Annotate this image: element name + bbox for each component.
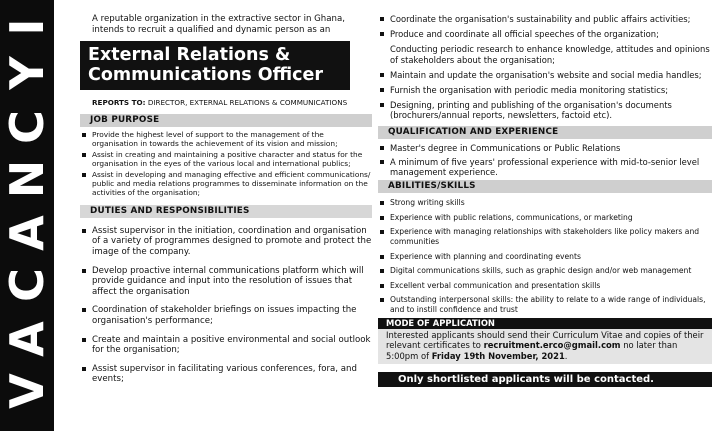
list-item: Conducting periodic research to enhance knowledge, attitudes and opinions of stakeholders about the organisation; (390, 44, 710, 65)
job-title-line1: External Relations & (88, 45, 291, 65)
list-item: A minimum of five years' professional experience with mid-to-senior level management experience. (378, 157, 712, 177)
list-item: Maintain and update the organisation's website and social media handles; (378, 70, 712, 80)
sidebar-letter: C (0, 268, 54, 302)
job-purpose-list (80, 130, 372, 198)
list-item: Master's degree in Communications or Public Relations (378, 143, 712, 153)
list-item: Experience with public relations, communications, or marketing (378, 213, 712, 223)
intro-text: A reputable organization in the extractive sector in Ghana, intends to recruit a qualified and dynamic person as an (92, 14, 345, 35)
skills-heading: ABILITIES/SKILLS (378, 180, 712, 193)
list-item: Assist in developing and managing effective and efficient communications/ public and media relations programmes to disseminate information on the activities of the organisation; (80, 170, 372, 198)
list-item: Produce and coordinate all official speeches of the organization; (378, 29, 712, 39)
list-item: Outstanding interpersonal skills: the ability to relate to a wide range of individuals, and to instill confidence and trust (378, 295, 712, 314)
qualification-list (378, 143, 712, 178)
job-title-line2: Communications Officer (88, 65, 324, 85)
list-item: Digital communications skills, such as graphic design and/or web management (378, 266, 712, 276)
sidebar-letter: V (0, 373, 54, 409)
list-item: Excellent verbal communication and presentation skills (378, 281, 712, 291)
right-column (378, 14, 712, 387)
duties-list (80, 226, 372, 385)
sidebar-letter: A (0, 215, 54, 251)
reports-to-value: DIRECTOR, EXTERNAL RELATIONS & COMMUNICATIONS (147, 98, 348, 107)
shortlist-note: Only shortlisted applicants will be contacted. (378, 372, 712, 387)
list-item: Experience with managing relationships with stakeholders like policy makers and communities (378, 227, 712, 246)
reports-to (92, 98, 372, 107)
list-item: Coordination of stakeholder briefings on issues impacting the organisation's performance; (80, 305, 372, 326)
application-heading: MODE OF APPLICATION (378, 318, 712, 329)
application-deadline: Friday 19th November, 2021 (431, 350, 565, 361)
list-item: Furnish the organisation with periodic media monitoring statistics; (378, 85, 712, 95)
application-email: recruitment.erco@gmail.com (483, 340, 621, 351)
reports-to-label: REPORTS TO: (92, 98, 146, 107)
skills-list (378, 198, 712, 314)
application-text (378, 329, 712, 365)
sidebar-letter: I (0, 18, 54, 36)
duties-heading: DUTIES AND RESPONSIBILITIES (80, 205, 372, 218)
application-text-2: no later than 5:00pm of (386, 340, 678, 361)
job-title (80, 41, 350, 90)
list-item: Designing, printing and publishing of the organisation's documents (brochurers/annual reports, newsletters, factoid etc). (378, 100, 712, 120)
list-item: Coordinate the organisation's sustainability and public affairs activities; (378, 14, 712, 24)
left-column (80, 14, 372, 385)
application-text-3: . (564, 350, 568, 361)
list-item: Experience with planning and coordinating events (378, 252, 712, 262)
duties-continued-list (378, 14, 712, 39)
list-item: Assist in creating and maintaining a positive character and status for the organisation in the eyes of the various local and international publics; (80, 150, 372, 169)
application-text-1: Interested applicants should send their Curriculum Vitae and copies of their relevant certificates to (386, 329, 704, 351)
job-purpose-heading: JOB PURPOSE (80, 114, 372, 127)
duties-continued-list-2 (378, 70, 712, 121)
list-item: Assist supervisor in the initiation, coordination and organisation of a variety of programmes designed to promote and protect the image of the company. (80, 226, 372, 258)
list-item: Develop proactive internal communications platform which will provide guidance and input into the resolution of issues that affect the organisation (80, 266, 372, 298)
sidebar-letter: A (0, 321, 54, 357)
sidebar-letter: C (0, 110, 54, 144)
list-item: Strong writing skills (378, 198, 712, 208)
sidebar-letter: N (0, 159, 54, 199)
sidebar-letter: Y (0, 56, 54, 90)
list-item: Provide the highest level of support to the management of the organisation in towards the achievement of its vision and mission; (80, 130, 372, 149)
list-item: Assist supervisor in facilitating various conferences, fora, and events; (80, 364, 372, 385)
vacancy-sidebar (0, 0, 54, 431)
qualification-heading: QUALIFICATION AND EXPERIENCE (378, 126, 712, 139)
list-item: Create and maintain a positive environmental and social outlook for the organisation; (80, 335, 372, 356)
